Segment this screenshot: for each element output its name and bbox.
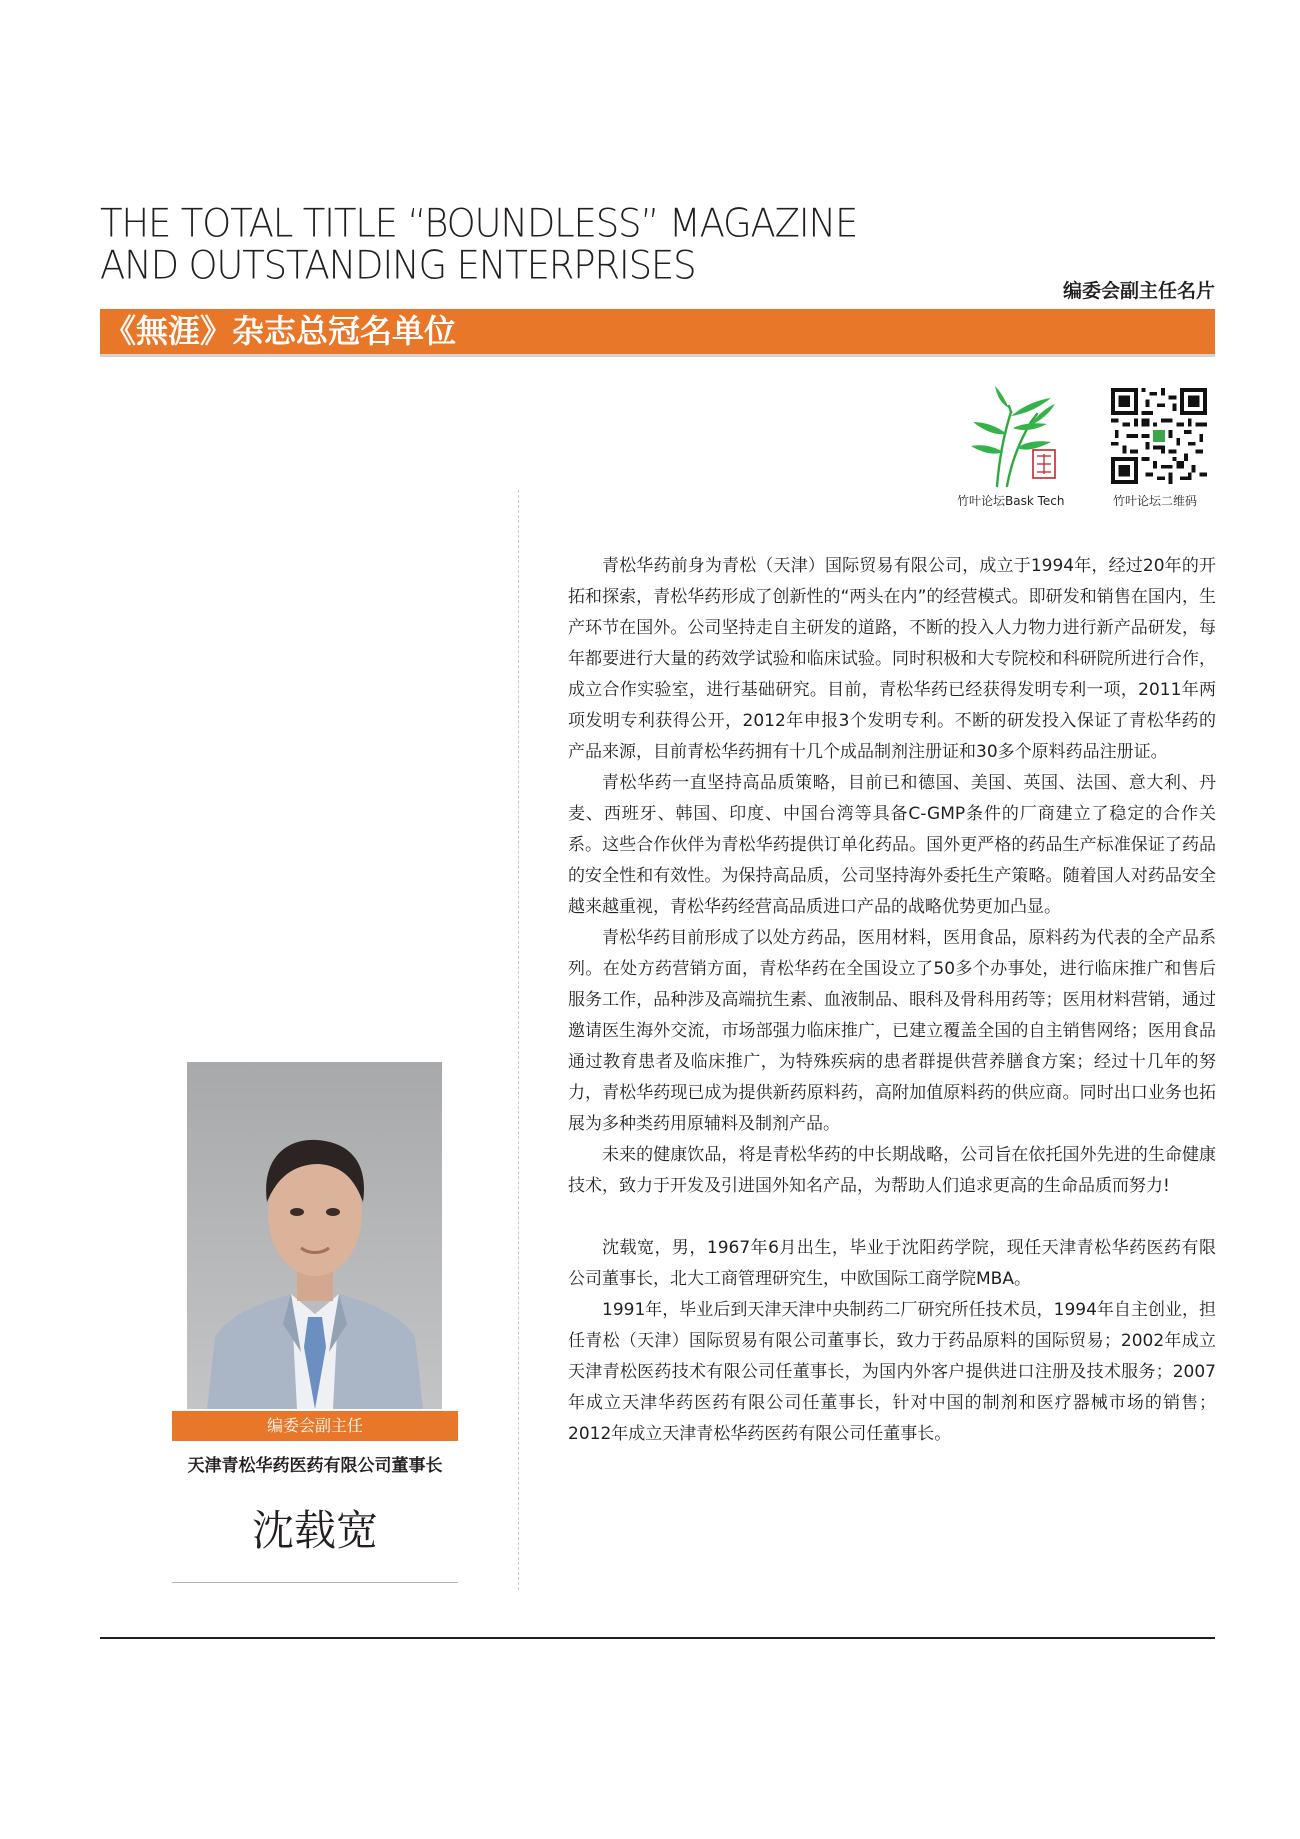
article-paragraph: 未来的健康饮品，将是青松华药的中长期战略，公司旨在依托国外先进的生命健康技术，致力于开发及引进国外知名产品，为帮助人们追求更高的生命品质而努力! (568, 1145, 1216, 1196)
banner-bar (100, 309, 1215, 357)
company-title: 天津青松华药医药有限公司董事长 (187, 1456, 443, 1476)
section-label: 编委会副主任名片 (1062, 280, 1215, 302)
english-title-line-2: AND OUTSTANDING ENTERPRISES (100, 242, 696, 289)
article-paragraph: 青松华药目前形成了以处方药品，医用材料，医用食品，原料药为代表的全产品系列。在处方药营销方面，青松华药在全国设立了50多个办事处，进行临床推广和售后服务工作，品种涉及高端抗生素、血液制品、眼科及骨科用药等；医用材料营销，通过邀请医生海外交流，市场部强力临床推广，已建立覆盖全国的自主销售网络；医用食品通过教育患者及临床推广，为特殊疾病的患者群提供营养膳食方案；经过十几年的努力，青松华药现已成为提供新药原料药，高附加值原料药的供应商。同时出口业务也拓展为多种类药用原辅料及制剂产品。 (568, 928, 1216, 1134)
logo-area (957, 382, 1217, 514)
portrait-illustration (187, 1062, 442, 1409)
bamboo-logo-icon (967, 382, 1059, 490)
paragraph-gap (568, 1202, 1216, 1233)
article-paragraph: 青松华药前身为青松（天津）国际贸易有限公司，成立于1994年，经过20年的开拓和探索，青松华药形成了创新性的“两头在内”的经营模式。即研发和销售在国内，生产环节在国外。公司坚持走自主研发的道路，不断的投入人力物力进行新产品研发，每年都要进行大量的药效学试验和临床试验。同时积极和大专院校和科研院所进行合作，成立合作实验室，进行基础研究。目前，青松华药已经获得发明专利一项，2011年两项发明专利获得公开，2012年申报3个发明专利。不断的研发投入保证了青松华药的产品来源，目前青松华药拥有十几个成品制剂注册证和30多个原料药品注册证。 (568, 556, 1216, 762)
person-name: 沈载宽 (251, 1506, 378, 1555)
banner-title: 《無涯》杂志总冠名单位 (104, 312, 457, 350)
english-title (100, 200, 858, 289)
english-title-line-1: THE TOTAL TITLE “BOUNDLESS” MAGAZINE (100, 200, 858, 247)
article-paragraph: 青松华药一直坚持高品质策略，目前已和德国、美国、英国、法国、意大利、丹麦、西班牙、韩国、印度、中国台湾等具备C-GMP条件的厂商建立了稳定的合作关系。这些合作伙伴为青松华药提供订单化药品。国外更严格的药品生产标准保证了药品的安全性和有效性。为保持高品质，公司坚持海外委托生产策略。随着国人对药品安全越来越重视，青松华药经营高品质进口产品的战略优势更加凸显。 (568, 773, 1216, 917)
name-divider (172, 1582, 458, 1583)
bio-paragraph: 沈载宽，男，1967年6月出生，毕业于沈阳药学院，现任天津青松华药医药有限公司董事长，北大工商管理研究生，中欧国际工商学院MBA。 (568, 1238, 1216, 1289)
article-body (568, 551, 1216, 1450)
bio-paragraph: 1991年，毕业后到天津天津中央制药二厂研究所任技术员，1994年自主创业，担任青松（天津）国际贸易有限公司董事长，致力于药品原料的国际贸易；2002年成立天津青松医药技术有限公司任董事长，为国内外客户提供进口注册及技术服务；2007年成立天津华药医药有限公司任董事长，针对中国的制剂和医疗器械市场的销售；2012年成立天津青松华药医药有限公司任董事长。 (568, 1300, 1216, 1444)
footer-rule (100, 1637, 1215, 1639)
portrait-photo (187, 1062, 442, 1409)
role-badge: 编委会副主任 (172, 1411, 458, 1441)
column-divider (518, 490, 519, 1590)
qr-code-icon (1111, 388, 1207, 484)
bamboo-caption: 竹叶论坛Bask Tech (957, 494, 1065, 508)
qr-caption: 竹叶论坛二维码 (1113, 494, 1198, 508)
